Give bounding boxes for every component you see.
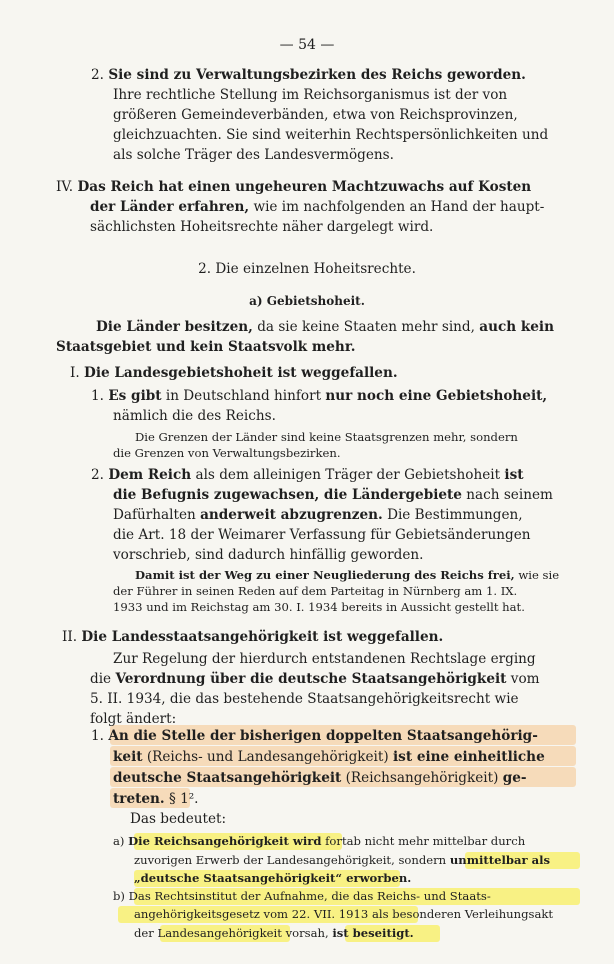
- item-bold-text: Sie sind zu Verwaltungsbezirken des Reichs geworden.: [108, 67, 526, 83]
- section-iv-line1: [56, 178, 531, 196]
- intro-line1: [96, 318, 554, 336]
- item-2-line4: gleichzuachten. Sie sind weiterhin Rechtspersönlichkeiten und: [113, 127, 549, 143]
- section-ii-p2: [90, 670, 540, 688]
- item-text: in Deutschland hinfort: [165, 388, 322, 404]
- section-i-item1-line2: nämlich die des Reichs.: [113, 408, 276, 424]
- item-bold: treten.: [113, 791, 165, 807]
- sub-text: fortab nicht mehr mittelbar durch: [325, 834, 526, 848]
- sub-text: der: [134, 926, 154, 940]
- item-label: 1.: [91, 388, 104, 404]
- item-bold: ist: [504, 467, 524, 483]
- section-ii-title: [62, 628, 443, 646]
- item-2-line1: [91, 66, 526, 84]
- item-label: 1.: [91, 728, 104, 744]
- item-text: Die Bestimmungen,: [387, 507, 523, 523]
- section-label: I.: [70, 365, 80, 381]
- section-bold: der Länder erfahren,: [90, 199, 250, 215]
- sub-a-line3: „deutsche Staatsangehörigkeit“ erworben.: [134, 871, 412, 885]
- section-i-item2-note3: 1933 und im Reichstag am 30. I. 1934 bereits in Aussicht gestellt hat.: [113, 600, 525, 614]
- heading-gebietshoheit: a) Gebietshoheit.: [249, 294, 365, 308]
- sub-a-line1: [113, 834, 525, 849]
- para-bold: Verordnung über die deutsche Staatsangehörigkeit: [115, 671, 507, 687]
- section-ii-item1-line1: [91, 727, 538, 745]
- sub-b-line1: [113, 889, 491, 904]
- sub-b-line2: angehörigkeitsgesetz vom 22. VII. 1913 als besonderen Verleihungsakt: [134, 907, 554, 921]
- section-ii-meaning: Das bedeutet:: [130, 811, 227, 827]
- sub-a-line2: [134, 853, 550, 868]
- section-ii-p4: folgt ändert:: [90, 711, 177, 727]
- section-ii-item1-line4: [113, 790, 199, 808]
- sub-label: a): [113, 834, 125, 848]
- section-i-item2-line4: die Art. 18 der Weimarer Verfassung für Gebietsänderungen: [113, 527, 531, 543]
- section-i-title: [70, 364, 398, 382]
- item-bold: Es gibt: [108, 388, 162, 404]
- item-bold: anderweit abzugrenzen.: [200, 507, 383, 523]
- sub-text: Landesangehörigkeit: [157, 926, 282, 940]
- section-i-item1-note2: die Grenzen von Verwaltungsbezirken.: [113, 446, 341, 460]
- item-2-line5: als solche Träger des Landesvermögens.: [113, 147, 394, 163]
- section-i-item2-line1: [91, 466, 524, 484]
- sub-text: Das Rechtsinstitut der Aufnahme, die das Reichs- und Staats-: [128, 889, 491, 903]
- section-title: Die Landesstaatsangehörigkeit ist weggefallen.: [81, 629, 444, 645]
- section-ii-p1: Zur Regelung der hierdurch entstandenen Rechtslage erging: [113, 651, 536, 667]
- section-ii-p3: 5. II. 1934, die das bestehende Staatsangehörigkeitsrecht wie: [90, 691, 519, 707]
- item-2-line3: größeren Gemeindeverbänden, etwa von Reichsprovinzen,: [113, 107, 518, 123]
- sub-label: b): [113, 889, 125, 903]
- section-text: wie im nachfolgenden an Hand der haupt-: [253, 199, 545, 215]
- section-bold: Das Reich hat einen ungeheuren Machtzuwachs auf Kosten: [77, 179, 532, 195]
- item-text: als dem alleinigen Träger der Gebietshoheit: [195, 467, 501, 483]
- section-ii-item1-line3: [113, 769, 527, 787]
- note-text: wie sie: [518, 568, 560, 582]
- item-bold: An die Stelle der bisherigen doppelten Staatsangehörig-: [108, 728, 538, 744]
- section-iv-line3: sächlichsten Hoheitsrechte näher dargelegt wird.: [90, 219, 434, 235]
- sub-bold: unmittelbar als: [449, 853, 551, 867]
- item-bold: Dem Reich: [108, 467, 192, 483]
- item-text: (Reichs- und Landesangehörigkeit): [146, 749, 389, 765]
- section-iv-line2: [90, 198, 544, 216]
- section-title: Die Landesgebietshoheit ist weggefallen.: [84, 365, 398, 381]
- section-i-item2-note1: [135, 568, 559, 583]
- para-text: die: [90, 671, 112, 687]
- sub-bold: ist beseitigt.: [332, 926, 414, 940]
- page-number: — 54 —: [279, 37, 335, 53]
- sub-text: vorsah,: [285, 926, 329, 940]
- item-bold: ist eine einheitliche: [393, 749, 545, 765]
- section-i-item2-line3: [113, 506, 523, 524]
- item-label: 2.: [91, 67, 104, 83]
- intro-line2: Staatsgebiet und kein Staatsvolk mehr.: [56, 339, 356, 355]
- intro-bold: auch kein: [479, 319, 554, 335]
- para-text: vom: [510, 671, 540, 687]
- item-label: 2.: [91, 467, 104, 483]
- item-text: nach seinem: [466, 487, 553, 503]
- section-label: IV.: [56, 179, 74, 195]
- item-bold: ge-: [502, 770, 527, 786]
- section-ii-item1-line2: [113, 748, 545, 766]
- sub-bold: Die Reichsangehörigkeit wird: [128, 834, 322, 848]
- note-bold: Damit ist der Weg zu einer Neugliederung des Reichs frei,: [135, 568, 515, 582]
- section-i-item2-line2: [113, 486, 553, 504]
- section-label: II.: [62, 629, 78, 645]
- sub-text: zuvorigen Erwerb der Landesangehörigkeit, sondern: [134, 853, 447, 867]
- item-2-line2: Ihre rechtliche Stellung im Reichsorganismus ist der von: [113, 87, 508, 103]
- section-i-item2-note2: der Führer in seinen Reden auf dem Parteitag in Nürnberg am 1. IX.: [113, 584, 518, 598]
- item-text: Dafürhalten: [113, 507, 196, 523]
- item-text: (Reichsangehörigkeit): [345, 770, 499, 786]
- sub-b-line3: [134, 926, 414, 941]
- item-bold: nur noch eine Gebietshoheit,: [325, 388, 548, 404]
- intro-text: da sie keine Staaten mehr sind,: [257, 319, 475, 335]
- heading-hoheitsrechte: 2. Die einzelnen Hoheitsrechte.: [198, 261, 416, 277]
- section-i-item1-line1: [91, 387, 547, 405]
- item-ref: § 1².: [168, 791, 199, 807]
- section-i-item2-line5: vorschrieb, sind dadurch hinfällig geworden.: [113, 547, 424, 563]
- item-bold: die Befugnis zugewachsen, die Ländergebiete: [113, 487, 462, 503]
- section-i-item1-note1: Die Grenzen der Länder sind keine Staatsgrenzen mehr, sondern: [135, 430, 518, 444]
- intro-bold: Die Länder besitzen,: [96, 319, 253, 335]
- item-bold: deutsche Staatsangehörigkeit: [113, 770, 342, 786]
- item-bold: keit: [113, 749, 143, 765]
